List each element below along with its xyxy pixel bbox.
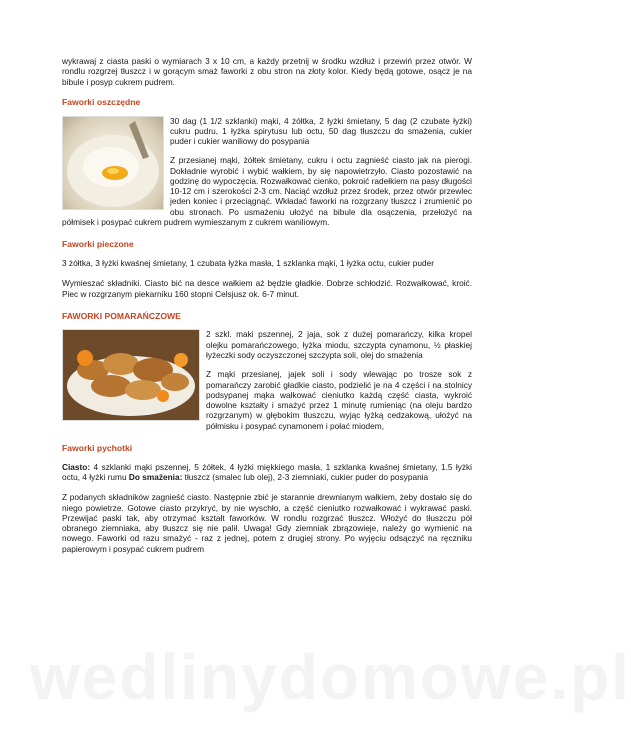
orange-faworki-illustration	[63, 330, 199, 420]
ciasto-label: Ciasto:	[62, 461, 91, 472]
document-page	[62, 56, 472, 554]
ingredients-pomaranczowe: 2 szkl. maki pszennej, 2 jaja, sok z dużej pomarańczy, kilka kropel olejku pomarańczowego, łyżka miodu, szczypta cynamonu, ½ płaskiej łyżeczki sody oczyszczonej szczypta soli, olej do smażenia	[206, 329, 472, 361]
section-title-oszczedne: Faworki oszczędne	[62, 96, 141, 107]
method-oszczedne: Z przesianej mąki, żółtek śmietany, cukru i octu zagnieść ciasto jak na pierogi. Dokładnie wyrobić i wybić wałkiem, by się napowietrzyło. Ciasto pozostawić na godzinę do wypoczęcia. Rozwałkować cienko, pokroić radełkiem na pasy długości 10-12 cm i szerokości 2-3 cm. Naciąć wzdłuż przez środek, przez otwór przewlec jeden koniec i przeciągnąć. Wkładać faworki na rozgrzany tłuszcz i zrumienić po obu stronach. Po usmażeniu ułożyć na bibule dla osączenia, przełożyć na półmisek i posypać cukrem pudrem wymieszanym z cukrem waniliowym.	[62, 155, 472, 228]
watermark: wedlinydomowe.pl	[30, 641, 631, 713]
flour-egg-illustration	[63, 117, 163, 209]
section-title-pomaranczowe: FAWORKI POMARAŃCZOWE	[62, 310, 181, 321]
ingredients-oszczedne: 30 dag (1 1/2 szklanki) mąki, 4 żółtka, 2 łyżki śmietany, 5 dag (2 czubate łyżki) cukru pudru, 1 łyżka spirytusu lub octu, 50 dag tłuszczu do smażenia, cukier puder i cukier waniliowy do posypania	[170, 115, 472, 147]
ciasto-text: 4 szklanki mąki pszennej, 5 żółtek, 4 łyżki miękkiego masła, 1 szklanka kwaśnej śmietany, 1.5 łyżki octu, 4 łyżki rumu	[62, 461, 472, 482]
ingredients-pieczone: 3 żółtka, 3 łyżki kwaśnej śmietany, 1 czubata łyżka masła, 1 szklanka mąki, 1 łyżka octu, cukier puder	[62, 257, 434, 268]
method-pieczone: Wymieszać składniki. Ciasto bić na desce wałkiem aż będzie gładkie. Dobrze schłodzić. Rozwałkować, kroić. Piec w rozgrzanym piekarniku 160 stopni Celsjusz ok. 6-7 minut.	[62, 278, 472, 299]
method-pychotki: Z podanych składników zagnieść ciasto. Następnie zbić je starannie drewnianym wałkiem, żeby dostało się do niego powietrze. Gotowe ciasto przykryć, by nie wyschło, a część cieniutko rozwałkować i wykrawać paski. Przewijać paski tak, aby otrzymać kształt faworków. W rondlu rozgrzać tłuszcz. Włożyć do tłuszczu pół obranego ziemniaka, aby tłuszcz się nie palił. Uwaga! Gdy ziemniak zbrązowieje, należy go wymienić na nowego. Faworki od razu smażyć - raz z jednej, potem z drugiej strony. Po wyjęciu odsączyć na ręczniku papierowym i posypać cukrem pudrem	[62, 492, 472, 554]
orange-faworki-image	[62, 329, 200, 421]
smazenie-label: Do smażenia:	[128, 471, 183, 482]
section-title-pychotki: Faworki pychotki	[62, 443, 133, 453]
smazenie-text: tłuszcz (smalec lub olej), 2-3 ziemniaki, cukier puder do posypania	[182, 471, 429, 482]
section-title-pieczone: Faworki pieczone	[62, 239, 134, 250]
ingredients-pychotki	[62, 462, 472, 483]
method-pomaranczowe: Z mąki przesianej, jajek soli i sody wlewając po trosze sok z pomarańczy zarobić gładkie ciasto, podzielić je na 4 części i na stolnicy podsypanej mąka wałkować cieniutko każdą część ciasta, wykroić dowolne kształty i smażyć przez 1 minutę rumieniąc (na oleju bardzo rozgrzanym) w głębokim tłuszczu, wyjąc łyżką cedzakową, ułożyć na półmisku i posypać cynamonem i połać miodem,	[206, 369, 472, 431]
intro-paragraph: wykrawaj z ciasta paski o wymiarach 3 x 10 cm, a każdy przetnij w środku wzdłuż i przewiń przez otwór. W rondlu rozgrzej tłuszcz i w gorącym smaż faworki z obu stron na złoty kolor. Kiedy będą gotowe, osącz je na bibule i posyp cukrem pudrem.	[62, 56, 472, 87]
flour-egg-image	[62, 116, 164, 210]
